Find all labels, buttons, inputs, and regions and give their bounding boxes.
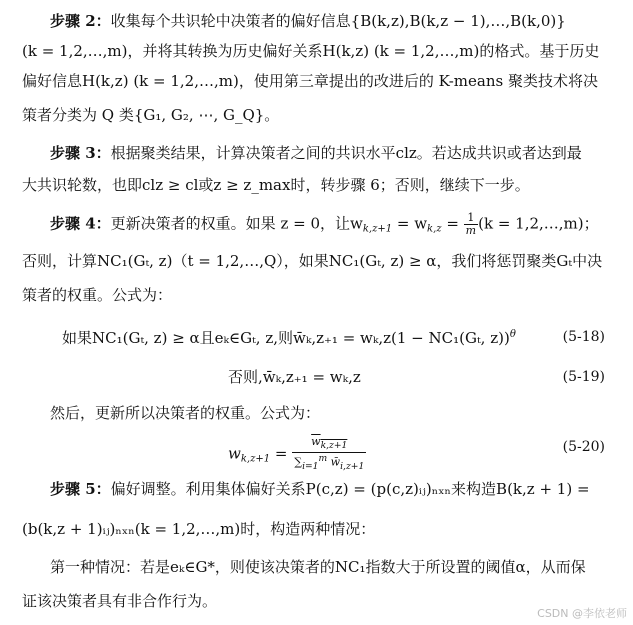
equation-number-5-18: (5-18) — [562, 329, 605, 345]
equation-number-5-20: (5-20) — [562, 439, 605, 455]
eq18-text: 如果NC₁(Gₜ, z) ≥ α且eₖ∈Gₜ, z,则w̄ₖ,z₊₁ = wₖ,z(1 − NC₁(Gₜ, z)) — [62, 329, 510, 347]
eq20-lhs-sub: k,z+1 — [240, 453, 271, 465]
step4-then: 然后，更新所以决策者的权重。公式为： — [50, 404, 321, 422]
equation-number-5-19: (5-19) — [562, 369, 605, 385]
step4-eq-mid: = w — [392, 214, 428, 233]
step4-label: 步骤 4： — [50, 214, 111, 233]
step5-line2: (b(k,z + 1)ᵢⱼ)ₙₓₙ(k = 1,2,…,m)时，构造两种情况： — [22, 520, 376, 538]
step4-line3: 策者的权重。公式为： — [22, 286, 173, 304]
step3-line1 — [50, 142, 582, 164]
equation-5-19: 否则,w̄ₖ,z₊₁ = wₖ,z — [228, 368, 361, 386]
watermark: CSDN @李依老师 — [537, 607, 627, 620]
eq18-theta: θ — [509, 329, 516, 340]
step2-line3: 偏好信息H(k,z) (k = 1,2,…,m)，使用第三章提出的改进后的 K-means 聚类技术将决 — [22, 72, 598, 90]
step3-label: 步骤 3： — [50, 144, 111, 162]
step3-line2: 大共识轮数，也即clz ≥ cl或z ≥ z_max时，转步骤 6；否则，继续下一步。 — [22, 176, 530, 194]
step2-line1 — [50, 10, 566, 32]
step5-label: 步骤 5： — [50, 480, 111, 498]
step4-sub-kz: k,z — [427, 223, 442, 235]
step5-case1: 第一种情况：若是eₖ∈G*，则使该决策者的NC₁指数大于所设置的阈值α，从而保 — [50, 558, 586, 576]
step5-case1b: 证该决策者具有非合作行为。 — [22, 592, 218, 610]
step4-sub-kz1: k,z+1 — [362, 223, 393, 235]
step5-text-1: 偏好调整。利用集体偏好关系P(c,z) = (p(c,z)ᵢⱼ)ₙₓₙ来构造B(k,z + 1) = — [110, 480, 590, 498]
step3-text-1: 根据聚类结果，计算决策者之间的共识水平clz。若达成共识或者达到最 — [110, 144, 582, 162]
eq20-lhs: w — [228, 444, 241, 463]
eq20-eq: = — [270, 444, 293, 463]
step4-eq-eq: = — [441, 214, 464, 233]
step2-line2: (k = 1,2,…,m)，并将其转换为历史偏好关系H(k,z) (k = 1,2,…,m)的格式。基于历史 — [22, 42, 600, 60]
equation-5-18 — [62, 324, 516, 349]
step4-frac-1m: $\frac{1}{m}$ — [465, 211, 477, 237]
equation-5-20 — [228, 436, 366, 473]
step4-text-1b: (k = 1,2,…,m)； — [478, 214, 599, 233]
eq20-frac: $\frac{w_{k,z+1}}{\sum_{i=1}^m w̄_{i,z+1}}$ — [294, 435, 365, 473]
step4-text-1a: 更新决策者的权重。如果 z = 0，让w — [110, 214, 363, 233]
step2-text-1: 收集每个共识轮中决策者的偏好信息{B(k,z),B(k,z − 1),…,B(k,0)} — [110, 12, 566, 30]
step4-line2: 否则，计算NC₁(Gₜ, z)（t = 1,2,…,Q），如果NC₁(Gₜ, z) ≥ α，我们将惩罚聚类Gₜ中决 — [22, 252, 603, 270]
step2-label: 步骤 2： — [50, 12, 111, 30]
step2-line4: 策者分类为 Q 类{G₁, G₂, ⋯, G_Q}。 — [22, 106, 280, 124]
step4-line1 — [50, 212, 599, 241]
step5-line1 — [50, 478, 590, 500]
